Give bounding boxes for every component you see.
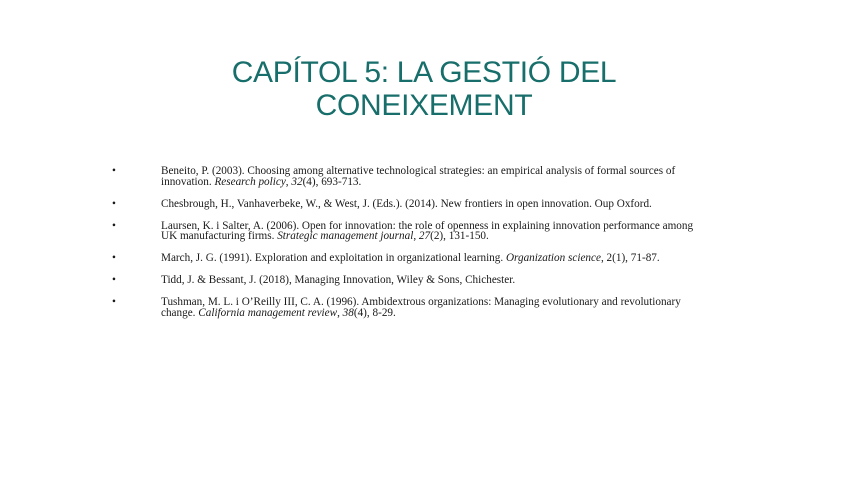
reference-authors-title: Chesbrough, H., Vanhaverbeke, W., & West, J. (Eds.). (2014). New frontiers in open innovation. Oup Oxford.: [161, 197, 652, 210]
reference-journal: Research policy: [214, 175, 286, 188]
reference-text: [161, 166, 712, 187]
reference-separator: ,: [337, 306, 343, 319]
reference-authors-title: March, J. G. (1991). Exploration and exploitation in organizational learning.: [161, 252, 506, 264]
reference-separator: ,: [413, 230, 419, 242]
reference-volume: 27: [418, 230, 431, 242]
bullet-icon: •: [112, 219, 116, 232]
reference-volume: 38: [342, 306, 354, 319]
reference-text: [161, 253, 712, 264]
reference-authors-title: Laursen, K. i Salter, A. (2006). Open for innovation: the role of openness in explaining innovation performance among UK manufacturing firms.: [161, 219, 694, 242]
reference-item: [112, 166, 712, 187]
bullet-icon: •: [112, 296, 116, 308]
reference-pages: (2), 131-150.: [430, 230, 489, 242]
reference-text: [161, 199, 712, 210]
bullet-icon: •: [112, 165, 116, 177]
reference-text: [161, 275, 712, 286]
reference-journal: Strategic management journal: [277, 230, 414, 242]
reference-authors-title: Tidd, J. & Bessant, J. (2018), Managing Innovation, Wiley & Sons, Chichester.: [161, 274, 516, 286]
reference-separator: ,: [285, 175, 292, 188]
reference-item: [112, 199, 712, 210]
bullet-icon: •: [112, 252, 116, 264]
reference-text: [161, 221, 712, 242]
reference-authors-title: Beneito, P. (2003). Choosing among alternative technological strategies: an empirical analysis of formal sources of innovation.: [161, 165, 676, 188]
reference-journal: California management review: [198, 306, 338, 319]
reference-item: [112, 253, 712, 264]
reference-volume: 32: [291, 175, 303, 188]
bullet-icon: •: [112, 274, 116, 286]
reference-pages: (4), 693-713.: [302, 175, 362, 188]
reference-item: [112, 275, 712, 286]
reference-separator: , 2(1), 71-87.: [600, 252, 660, 264]
slide-title-line-1: CAPÍTOL 5: LA GESTIÓ DEL: [231, 56, 617, 89]
bullet-icon: •: [112, 197, 116, 210]
slide-title-line-2: CONEIXEMENT: [315, 89, 533, 122]
reference-pages: (4), 8-29.: [353, 306, 396, 319]
reference-journal: Organization science: [505, 252, 601, 264]
slide-title: [0, 56, 848, 122]
reference-item: [112, 221, 712, 242]
reference-item: [112, 297, 712, 318]
reference-list: [112, 166, 712, 330]
reference-text: [161, 297, 712, 318]
reference-authors-title: Tushman, M. L. i O’Reilly III, C. A. (1996). Ambidextrous organizations: Managing evolutionary and revolutionary change.: [161, 296, 681, 319]
